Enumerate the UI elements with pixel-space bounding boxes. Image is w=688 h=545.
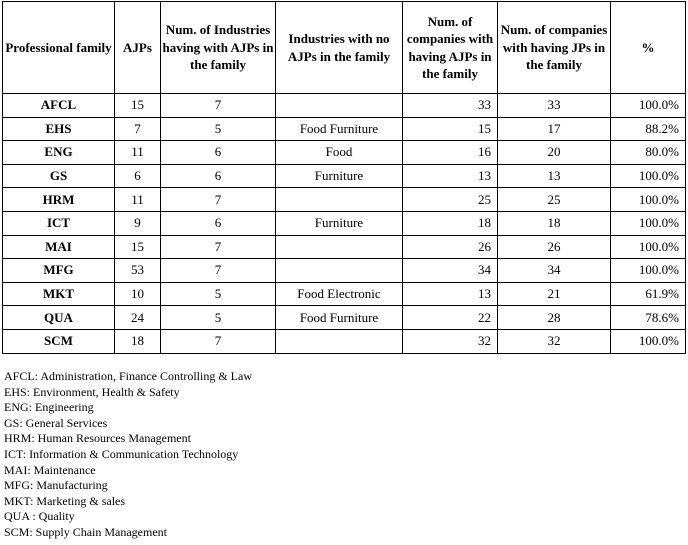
cell-industries: 5 [161,306,276,330]
cell-companies-ajps: 32 [403,329,498,353]
cell-ajps: 11 [115,141,161,165]
table-row [3,282,686,306]
cell-companies-jps: 28 [498,306,611,330]
cell-no-ajp-industries: Furniture [276,164,403,188]
cell-industries: 6 [161,141,276,165]
legend-item: ICT: Information & Communication Technology [4,446,239,461]
cell-industries: 7 [161,259,276,283]
cell-ajps: 9 [115,211,161,235]
table-row [3,329,686,353]
cell-industries: 7 [161,329,276,353]
header-industries-no-ajps: Industries with no AJPs in the family [276,2,403,94]
cell-percent: 61.9% [611,282,686,306]
table-header-row [3,2,686,94]
legend-item: MAI: Maintenance [4,462,96,477]
professional-family-table [2,1,686,354]
cell-companies-ajps: 25 [403,188,498,212]
cell-percent: 100.0% [611,211,686,235]
cell-ajps: 15 [115,94,161,118]
cell-family: GS [3,164,115,188]
cell-ajps: 53 [115,259,161,283]
cell-ajps: 18 [115,329,161,353]
cell-industries: 6 [161,164,276,188]
cell-industries: 5 [161,117,276,141]
cell-no-ajp-industries: Food Electronic [276,282,403,306]
cell-industries: 7 [161,94,276,118]
header-ajps: AJPs [115,2,161,94]
cell-companies-ajps: 13 [403,282,498,306]
table-row [3,306,686,330]
cell-companies-ajps: 13 [403,164,498,188]
cell-companies-ajps: 26 [403,235,498,259]
cell-companies-jps: 25 [498,188,611,212]
cell-percent: 100.0% [611,259,686,283]
cell-percent: 100.0% [611,329,686,353]
header-num-industries: Num. of Industries having with AJPs in the family [161,2,276,94]
cell-percent: 100.0% [611,188,686,212]
legend-item: AFCL: Administration, Finance Controlling & Law [4,369,252,383]
cell-companies-jps: 34 [498,259,611,283]
cell-family: MFG [3,259,115,283]
header-num-companies-ajps: Num. of companies with having AJPs in the family [403,2,498,94]
cell-family: ICT [3,211,115,235]
header-num-companies-jps: Num. of companies with having JPs in the family [498,2,611,94]
cell-percent: 88.2% [611,117,686,141]
cell-no-ajp-industries [276,329,403,353]
table-row [3,141,686,165]
cell-family: HRM [3,188,115,212]
legend-item: ENG: Engineering [4,400,94,415]
cell-percent: 78.6% [611,306,686,330]
cell-ajps: 6 [115,164,161,188]
header-percent: % [611,2,686,94]
abbreviation-legend [4,369,252,541]
cell-family: MKT [3,282,115,306]
cell-companies-jps: 13 [498,164,611,188]
cell-no-ajp-industries: Furniture [276,211,403,235]
cell-no-ajp-industries: Food Furniture [276,117,403,141]
cell-percent: 100.0% [611,94,686,118]
table-row [3,235,686,259]
cell-percent: 100.0% [611,164,686,188]
table-row [3,117,686,141]
legend-item: HRM: Human Resources Management [4,431,191,446]
cell-no-ajp-industries: Food Furniture [276,306,403,330]
cell-no-ajp-industries [276,235,403,259]
cell-industries: 5 [161,282,276,306]
cell-companies-jps: 20 [498,141,611,165]
cell-no-ajp-industries [276,259,403,283]
cell-companies-jps: 32 [498,329,611,353]
cell-companies-jps: 26 [498,235,611,259]
legend-item: QUA : Quality [4,509,75,524]
cell-family: AFCL [3,94,115,118]
cell-ajps: 7 [115,117,161,141]
cell-percent: 80.0% [611,141,686,165]
data-table-container [2,1,686,354]
cell-no-ajp-industries [276,188,403,212]
cell-companies-jps: 18 [498,211,611,235]
table-row [3,259,686,283]
cell-family: ENG [3,141,115,165]
cell-family: SCM [3,329,115,353]
cell-ajps: 10 [115,282,161,306]
cell-family: MAI [3,235,115,259]
cell-family: QUA [3,306,115,330]
cell-companies-jps: 21 [498,282,611,306]
legend-item: EHS: Environment, Health & Safety [4,384,180,399]
legend-item: MKT: Marketing & sales [4,493,126,508]
cell-family: EHS [3,117,115,141]
cell-companies-ajps: 33 [403,94,498,118]
cell-companies-ajps: 16 [403,141,498,165]
cell-companies-ajps: 34 [403,259,498,283]
cell-companies-ajps: 15 [403,117,498,141]
legend-item: SCM: Supply Chain Management [4,524,167,539]
header-professional-family: Professional family [3,2,115,94]
table-row [3,94,686,118]
cell-companies-jps: 17 [498,117,611,141]
table-row [3,164,686,188]
cell-percent: 100.0% [611,235,686,259]
cell-ajps: 24 [115,306,161,330]
cell-companies-ajps: 18 [403,211,498,235]
cell-companies-ajps: 22 [403,306,498,330]
legend-item: MFG: Manufacturing [4,478,108,493]
table-row [3,211,686,235]
cell-industries: 7 [161,235,276,259]
cell-industries: 6 [161,211,276,235]
cell-ajps: 11 [115,188,161,212]
legend-item: GS: General Services [4,415,108,430]
table-row [3,188,686,212]
cell-ajps: 15 [115,235,161,259]
cell-companies-jps: 33 [498,94,611,118]
cell-no-ajp-industries [276,94,403,118]
cell-no-ajp-industries: Food [276,141,403,165]
cell-industries: 7 [161,188,276,212]
